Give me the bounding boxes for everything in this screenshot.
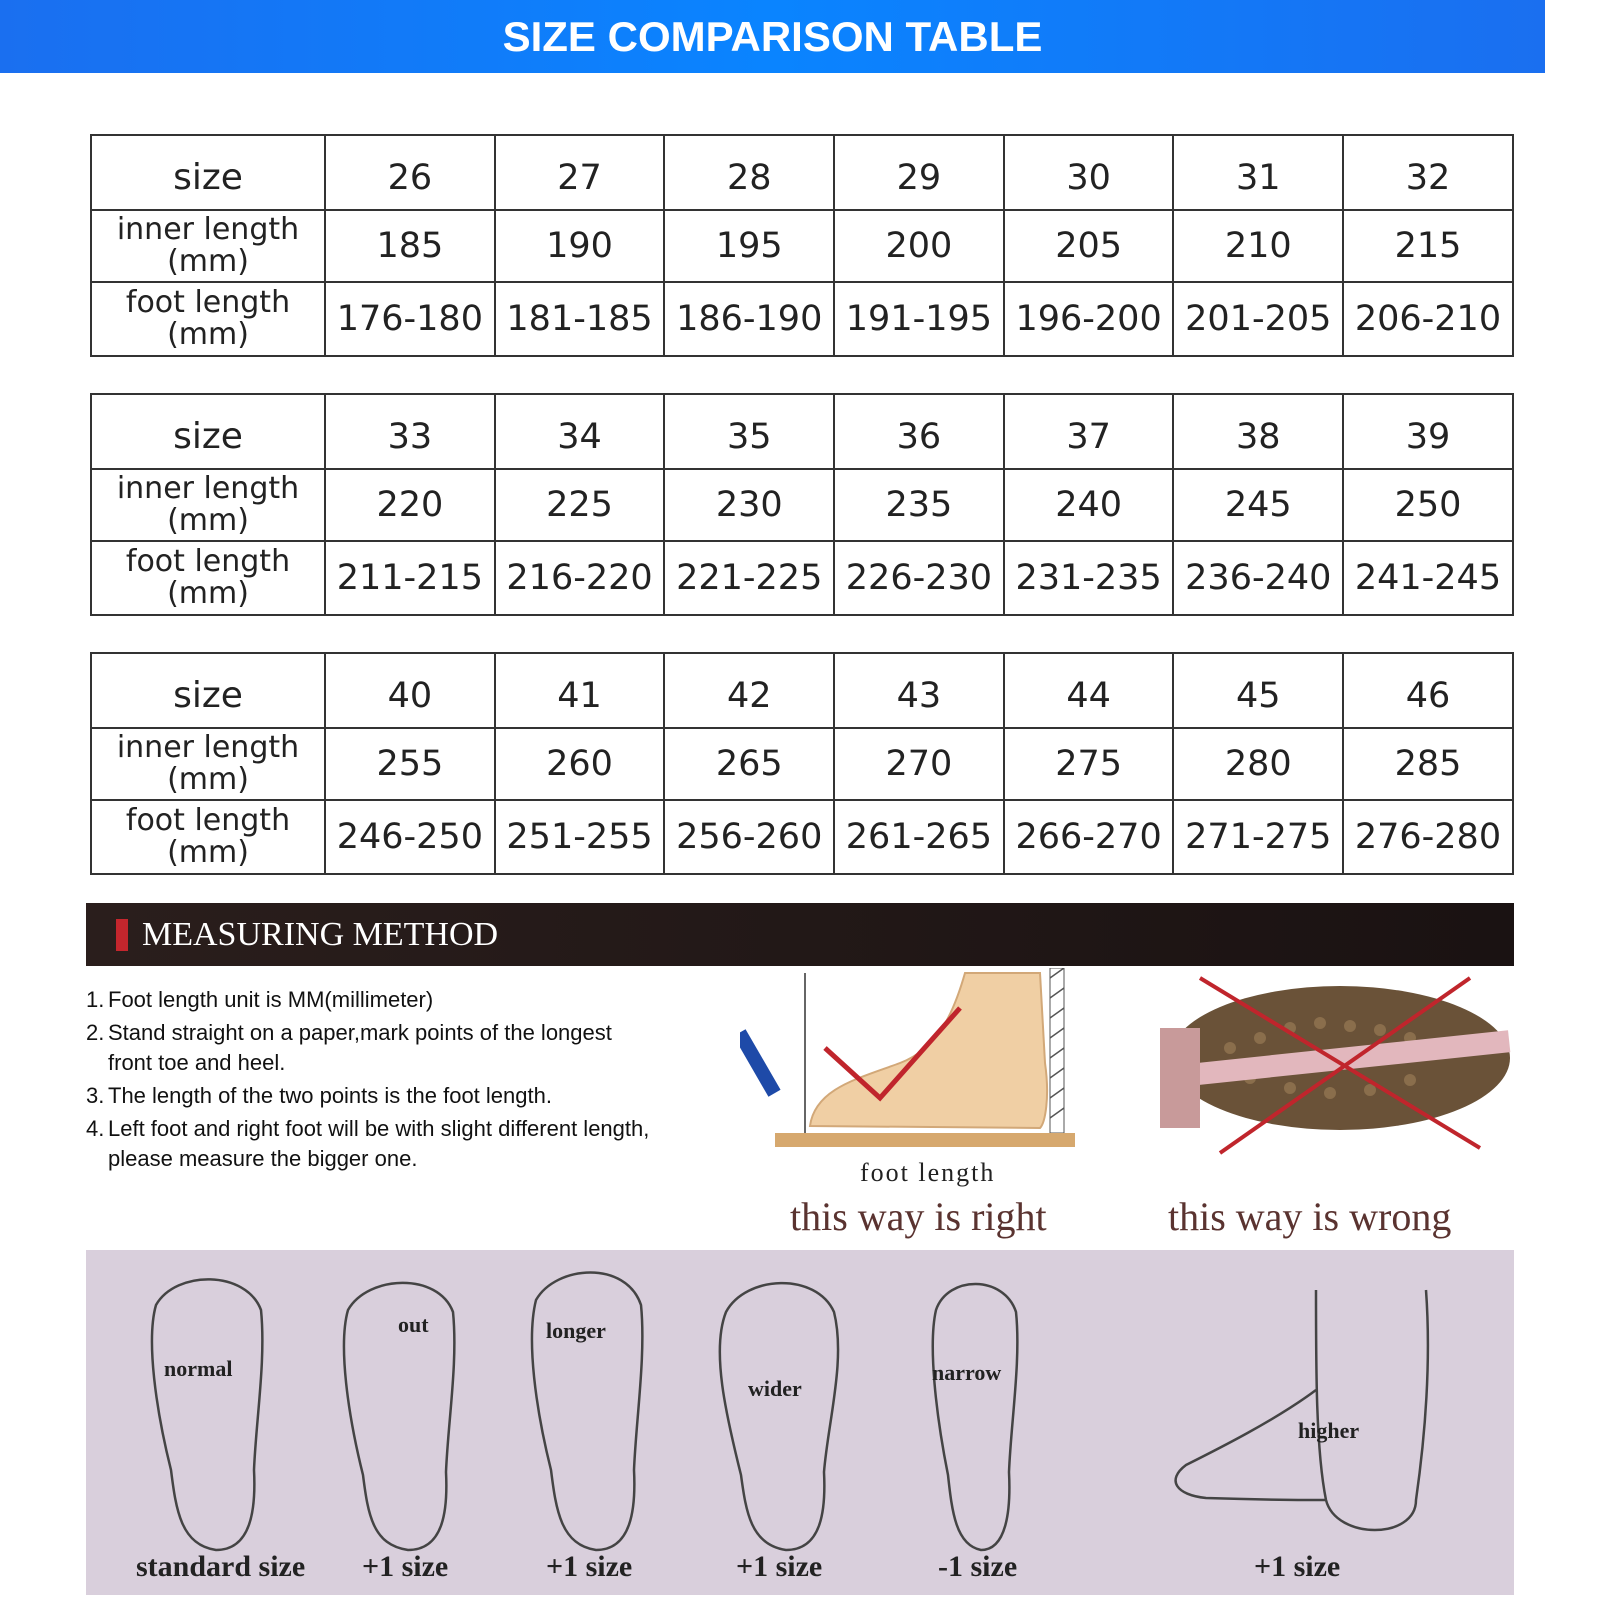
size-adjust-label: -1 size [938,1550,1018,1583]
foot-type-label: longer [546,1318,606,1343]
wrong-way-caption: this way is wrong [1168,1194,1452,1239]
inner-length-cell: 200 [834,210,1004,282]
step-item: 1. Foot length unit is MM(millimeter) [86,987,434,1012]
size-cell: 32 [1343,135,1513,210]
foot-type-label: wider [748,1376,802,1401]
wrong-way-foot-illustration [1140,968,1520,1158]
inner-length-cell: 265 [664,728,834,800]
inner-length-cell: 275 [1004,728,1174,800]
foot-length-cell: 236-240 [1173,541,1343,615]
size-cell: 45 [1173,653,1343,728]
foot-type-label: higher [1298,1418,1360,1443]
foot-length-cell: 181-185 [495,282,665,356]
size-cell: 34 [495,394,665,469]
table-row-size [91,653,1513,728]
section-marker-icon [116,919,128,951]
size-table-1 [90,134,1514,357]
measuring-steps [86,985,746,1177]
size-cell: 31 [1173,135,1343,210]
table-row-foot-length [91,282,1513,356]
size-adjust-label: standard size [136,1550,306,1583]
size-adjust-label: +1 size [546,1550,633,1583]
row-label-size: size [91,135,325,210]
foot-length-cell: 211-215 [325,541,495,615]
foot-length-cell: 241-245 [1343,541,1513,615]
size-cell: 37 [1004,394,1174,469]
foot-type-label: normal [164,1356,233,1381]
foot-length-cell: 191-195 [834,282,1004,356]
size-cell: 27 [495,135,665,210]
size-cell: 43 [834,653,1004,728]
inner-length-cell: 235 [834,469,1004,541]
table-row-foot-length [91,541,1513,615]
foot-type-label: out [398,1312,429,1337]
table-row-foot-length [91,800,1513,874]
size-cell: 35 [664,394,834,469]
foot-length-cell: 256-260 [664,800,834,874]
row-label-inner-length: inner length (mm) [91,728,325,800]
size-adjust-label: +1 size [736,1550,823,1583]
inner-length-cell: 270 [834,728,1004,800]
foot-length-cell: 216-220 [495,541,665,615]
row-label-inner-length: inner length (mm) [91,210,325,282]
size-adjust-label: +1 size [1254,1550,1341,1583]
inner-length-cell: 210 [1173,210,1343,282]
foot-length-cell: 221-225 [664,541,834,615]
inner-length-cell: 245 [1173,469,1343,541]
right-way-caption: this way is right [790,1194,1047,1239]
foot-length-cell: 246-250 [325,800,495,874]
foot-length-cell: 251-255 [495,800,665,874]
foot-length-cell: 226-230 [834,541,1004,615]
foot-length-cell: 176-180 [325,282,495,356]
step-item: 4. Left foot and right foot will be with slight different length, please measure the bigger one. [86,1116,650,1171]
table-row-inner-length [91,210,1513,282]
size-cell: 26 [325,135,495,210]
size-cell: 36 [834,394,1004,469]
foot-length-cell: 266-270 [1004,800,1174,874]
inner-length-cell: 230 [664,469,834,541]
foot-types-panel [86,1250,1514,1595]
foot-length-label: foot length [860,1158,996,1187]
table-row-size [91,135,1513,210]
size-cell: 28 [664,135,834,210]
size-cell: 40 [325,653,495,728]
row-label-size: size [91,394,325,469]
size-table-3 [90,652,1514,875]
size-cell: 30 [1004,135,1174,210]
size-cell: 41 [495,653,665,728]
step-item: 2. Stand straight on a paper,mark points of the longest front toe and heel. [86,1020,612,1075]
inner-length-cell: 240 [1004,469,1174,541]
size-adjust-label: +1 size [362,1550,449,1583]
row-label-inner-length: inner length (mm) [91,469,325,541]
inner-length-cell: 225 [495,469,665,541]
inner-length-cell: 255 [325,728,495,800]
table-row-inner-length [91,469,1513,541]
right-way-foot-illustration [740,968,1110,1188]
table-row-size [91,394,1513,469]
foot-length-cell: 231-235 [1004,541,1174,615]
row-label-size: size [91,653,325,728]
size-cell: 46 [1343,653,1513,728]
table-row-inner-length [91,728,1513,800]
inner-length-cell: 195 [664,210,834,282]
inner-length-cell: 185 [325,210,495,282]
size-cell: 42 [664,653,834,728]
foot-length-cell: 201-205 [1173,282,1343,356]
banner-title: SIZE COMPARISON TABLE [502,12,1043,60]
measuring-method-header [86,903,1514,966]
foot-type-label: narrow [932,1360,1002,1385]
inner-length-cell: 205 [1004,210,1174,282]
size-cell: 33 [325,394,495,469]
inner-length-cell: 215 [1343,210,1513,282]
foot-length-cell: 271-275 [1173,800,1343,874]
row-label-foot-length: foot length (mm) [91,800,325,874]
foot-length-cell: 261-265 [834,800,1004,874]
foot-length-cell: 196-200 [1004,282,1174,356]
step-item: 3. The length of the two points is the foot length. [86,1083,552,1108]
inner-length-cell: 190 [495,210,665,282]
size-cell: 38 [1173,394,1343,469]
header-banner [0,0,1545,73]
inner-length-cell: 260 [495,728,665,800]
foot-length-cell: 206-210 [1343,282,1513,356]
row-label-foot-length: foot length (mm) [91,541,325,615]
inner-length-cell: 285 [1343,728,1513,800]
size-cell: 29 [834,135,1004,210]
size-cell: 44 [1004,653,1174,728]
inner-length-cell: 220 [325,469,495,541]
row-label-foot-length: foot length (mm) [91,282,325,356]
inner-length-cell: 250 [1343,469,1513,541]
size-table-2 [90,393,1514,616]
foot-length-cell: 186-190 [664,282,834,356]
size-cell: 39 [1343,394,1513,469]
measuring-method-title: MEASURING METHOD [142,915,499,953]
foot-length-cell: 276-280 [1343,800,1513,874]
inner-length-cell: 280 [1173,728,1343,800]
